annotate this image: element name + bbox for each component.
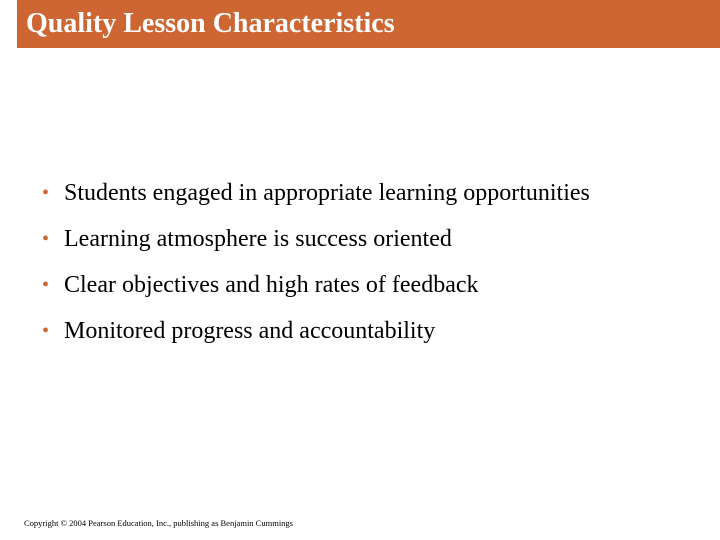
bullet-item: [40, 178, 680, 209]
bullet-text: Students engaged in appropriate learning opportunities: [64, 180, 590, 206]
bullet-list: [40, 178, 680, 362]
copyright-footer: Copyright © 2004 Pearson Education, Inc., publishing as Benjamin Cummings: [24, 518, 293, 528]
title-bar: [17, 0, 720, 48]
bullet-icon: •: [42, 320, 50, 342]
bullet-icon: •: [42, 182, 50, 204]
bullet-text: Learning atmosphere is success oriented: [64, 226, 452, 252]
bullet-item: [40, 270, 680, 301]
bullet-icon: •: [42, 274, 50, 296]
bullet-text: Monitored progress and accountability: [64, 318, 436, 344]
slide-title: Quality Lesson Characteristics: [26, 8, 395, 39]
bullet-icon: •: [42, 228, 50, 250]
bullet-item: [40, 224, 680, 255]
bullet-text: Clear objectives and high rates of feedback: [64, 272, 479, 298]
bullet-item: [40, 316, 680, 347]
